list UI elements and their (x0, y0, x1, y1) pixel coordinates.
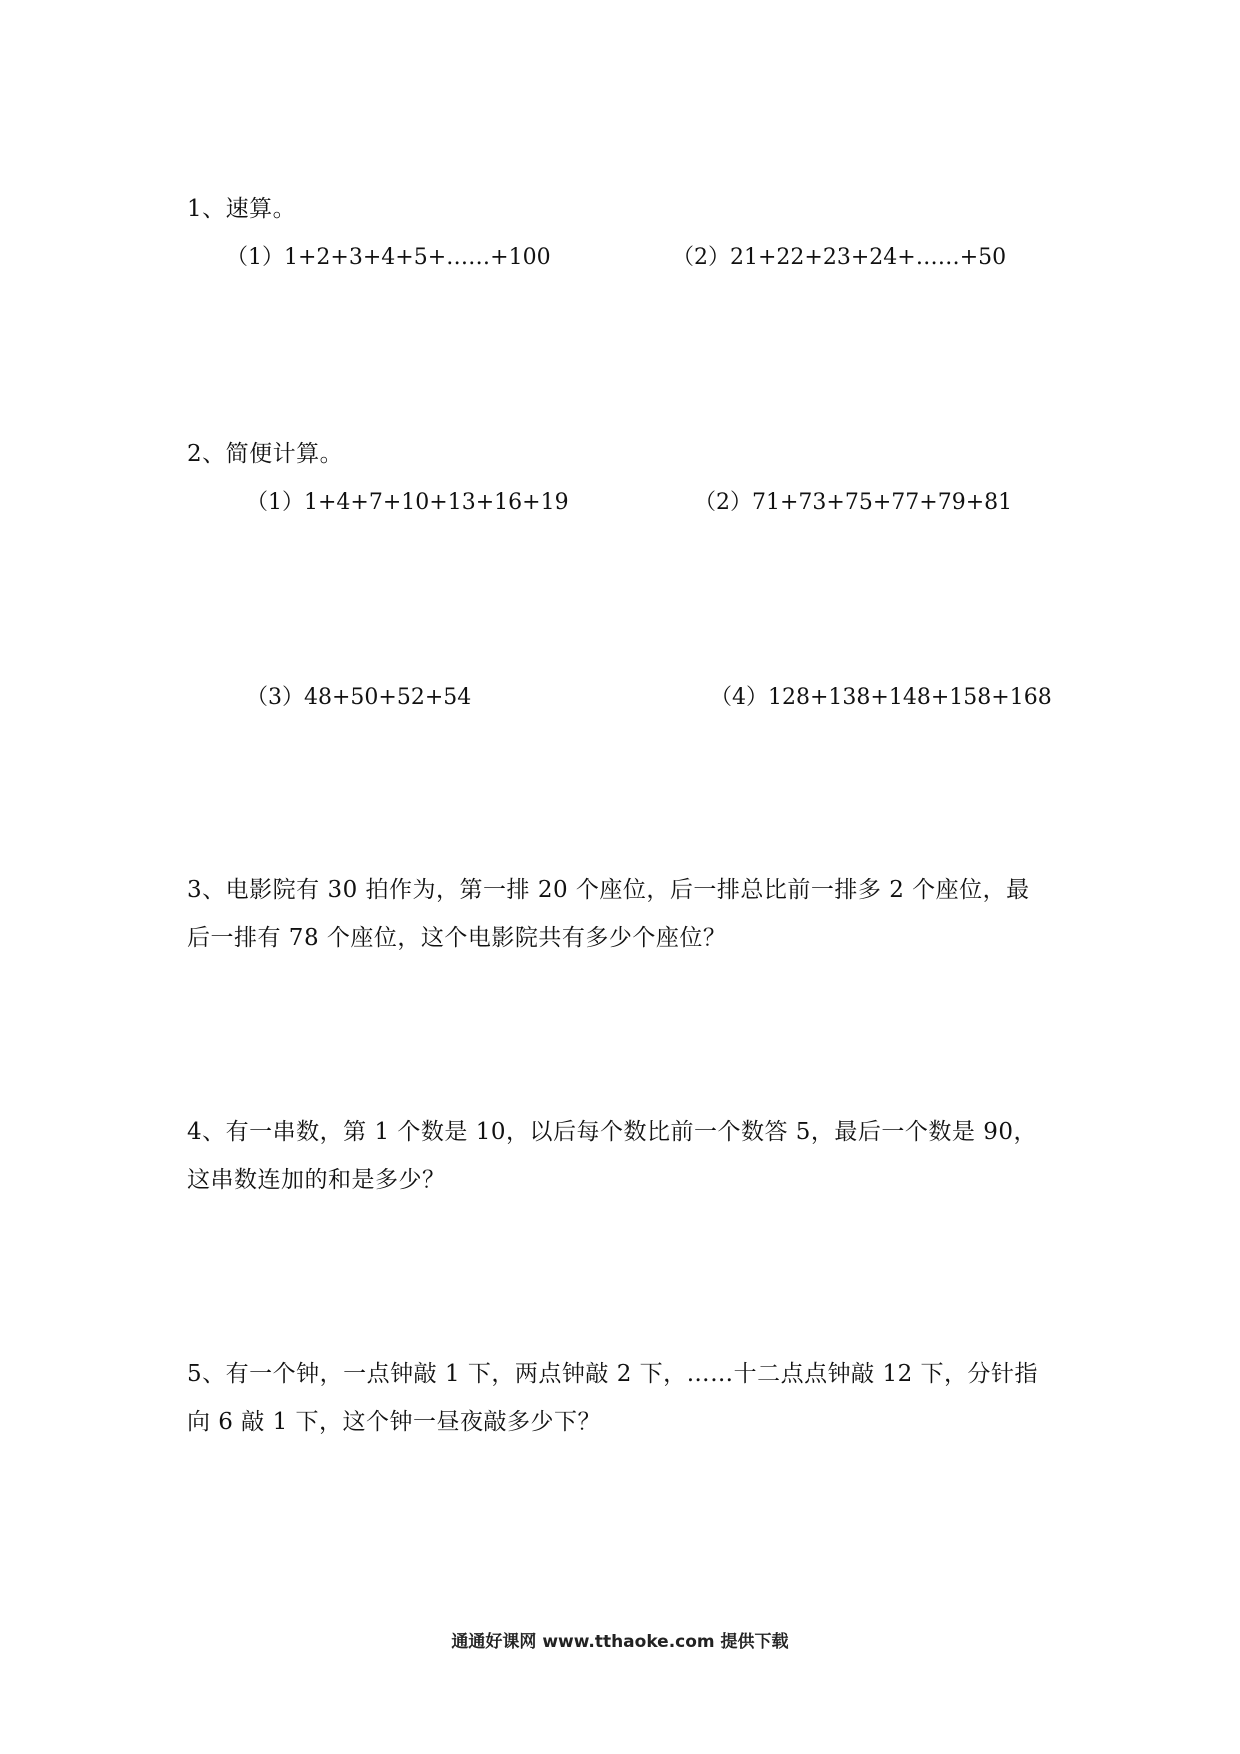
q2-item-1: （1）1+4+7+10+13+16+19 (246, 490, 569, 515)
page-footer: 通通好课网 www.tthaoke.com 提供下载 (451, 1632, 789, 1652)
q1-title: 1、速算。 (187, 196, 297, 222)
q4-line-2: 这串数连加的和是多少？ (187, 1167, 446, 1193)
q1-item-2: （2）21+22+23+24+……+50 (672, 245, 1007, 270)
q3-line-2: 后一排有 78 个座位，这个电影院共有多少个座位？ (187, 925, 727, 951)
q5-line-2: 向 6 敲 1 下，这个钟一昼夜敲多少下？ (187, 1409, 602, 1435)
q2-item-2: （2）71+73+75+77+79+81 (694, 490, 1013, 515)
q2-title: 2、简便计算。 (187, 441, 344, 467)
q4-line-1: 4、有一串数，第 1 个数是 10，以后每个数比前一个数答 5，最后一个数是 90， (187, 1119, 1037, 1145)
q3-line-1: 3、电影院有 30 拍作为，第一排 20 个座位，后一排总比前一排多 2 个座位，最 (187, 877, 1030, 903)
q2-item-4: （4）128+138+148+158+168 (710, 685, 1052, 710)
q1-item-1: （1）1+2+3+4+5+……+100 (226, 245, 551, 270)
q2-item-3: （3）48+50+52+54 (246, 685, 472, 710)
q5-line-1: 5、有一个钟，一点钟敲 1 下，两点钟敲 2 下，……十二点点钟敲 12 下，分针指 (187, 1361, 1039, 1387)
